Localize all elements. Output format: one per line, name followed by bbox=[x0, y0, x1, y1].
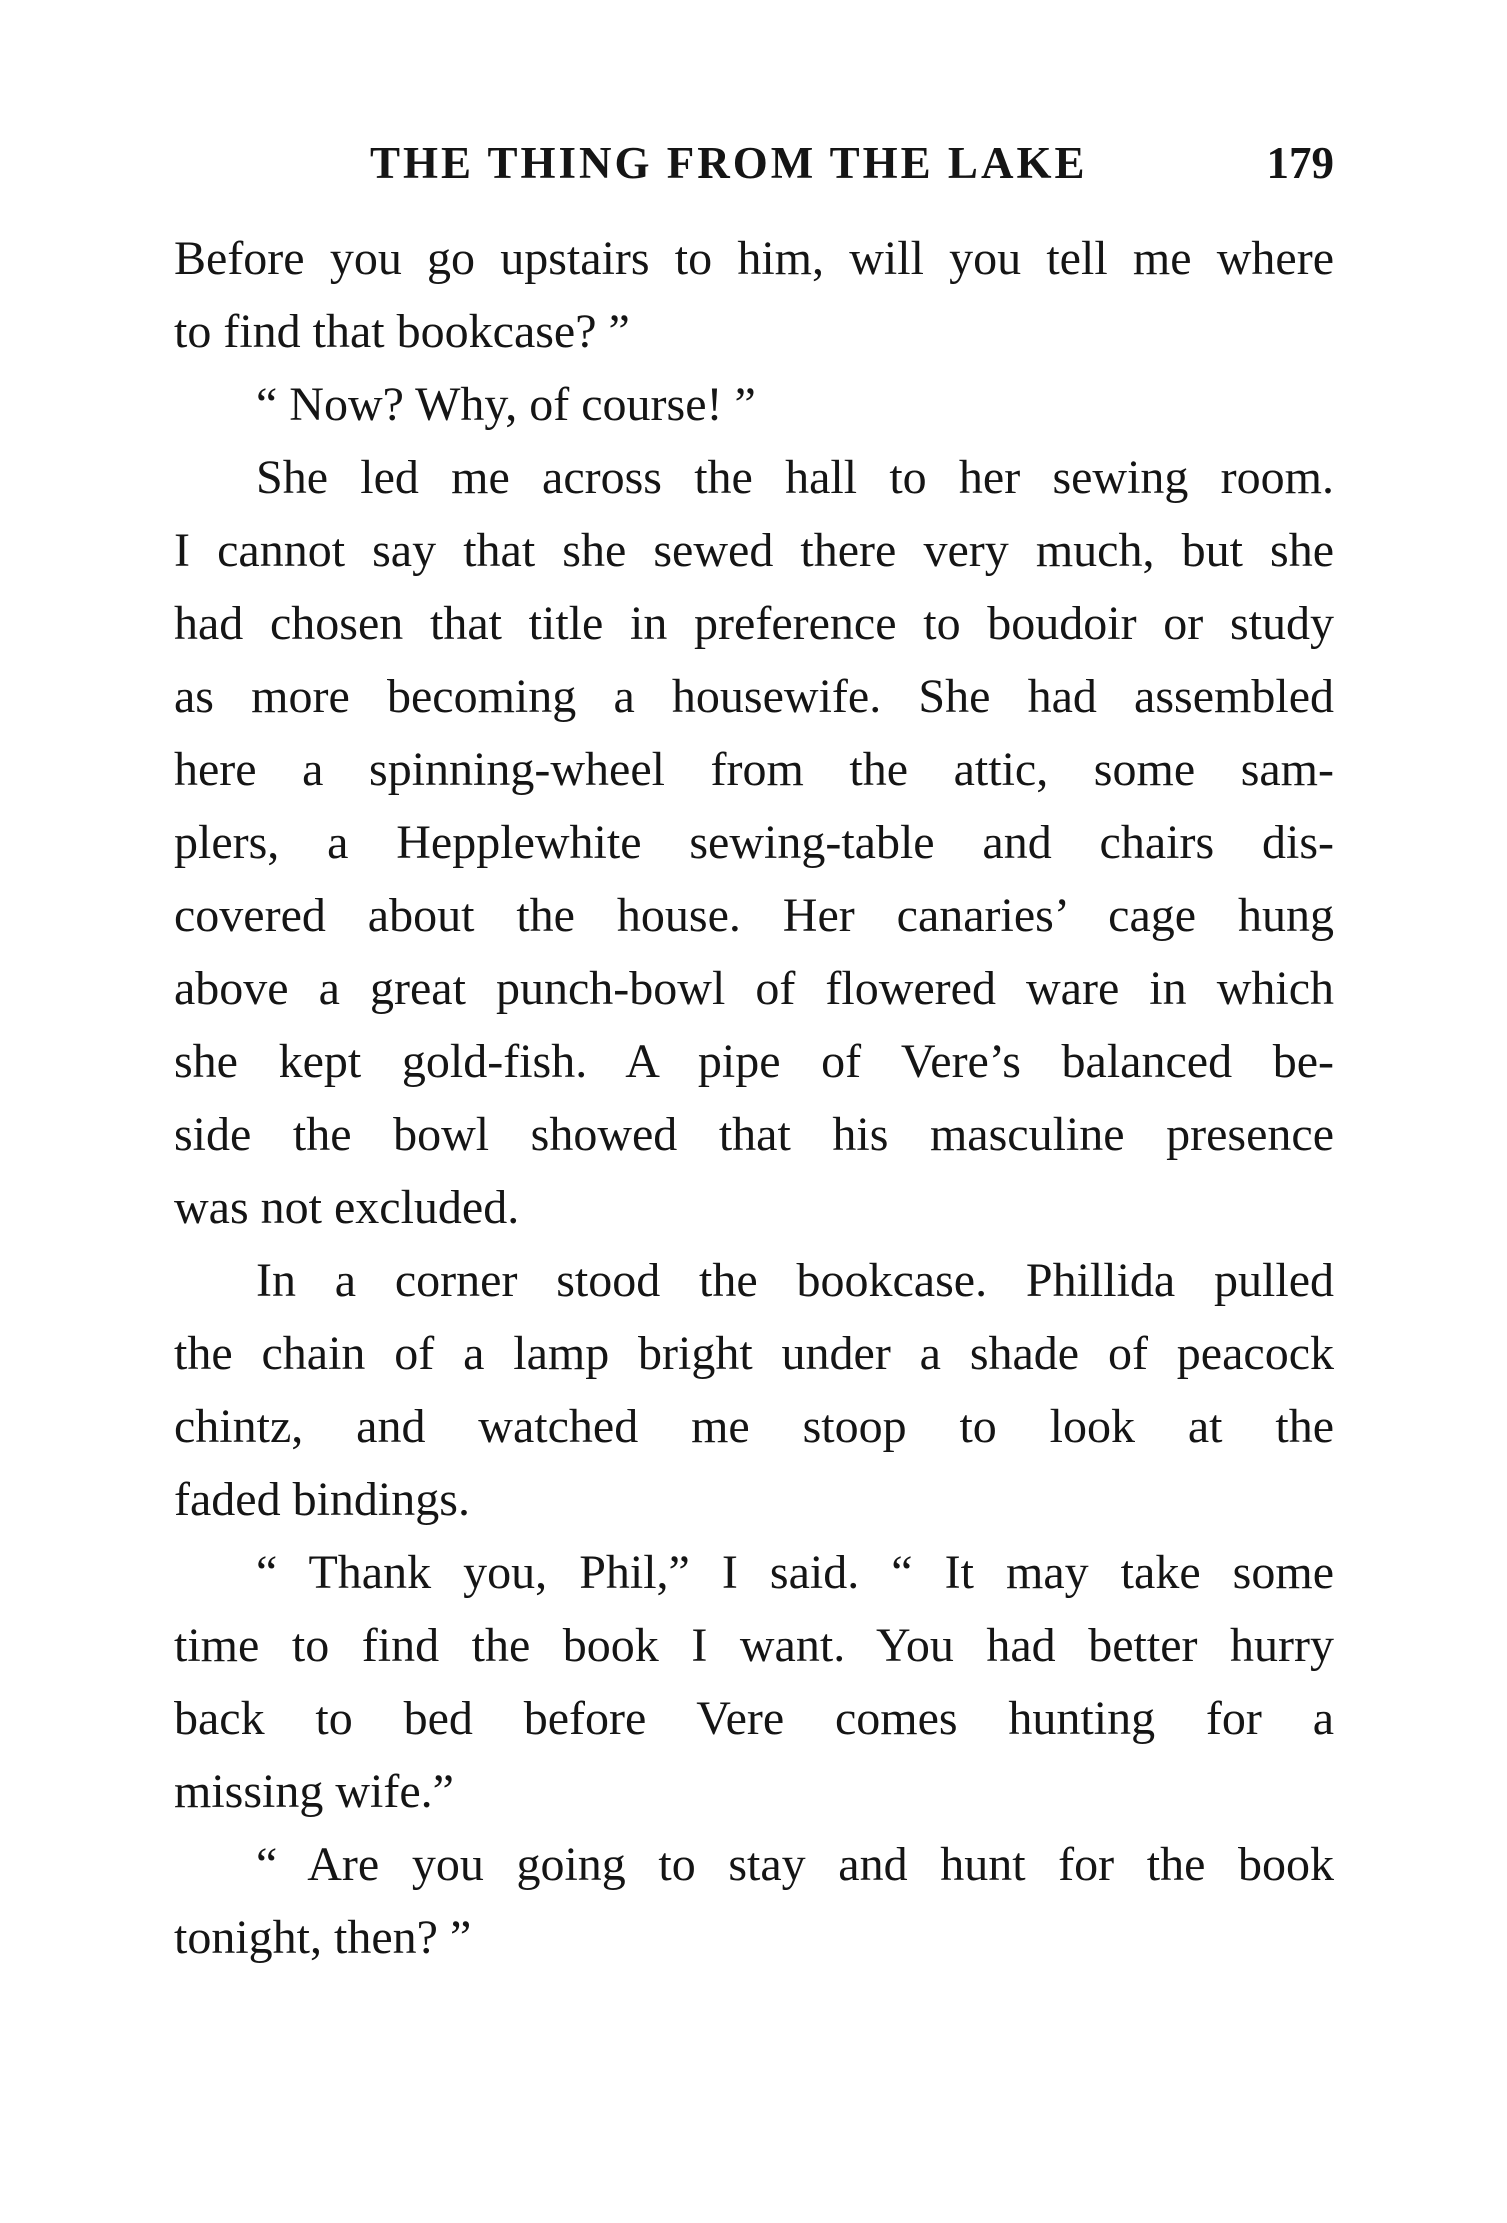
text-line: had chosen that title in preference to boudoir or study bbox=[174, 597, 1334, 650]
text-line: was not excluded. bbox=[174, 1181, 520, 1234]
text-line: covered about the house. Her canaries’ cage hung bbox=[174, 889, 1334, 942]
text-line: “ Now? Why, of course! ” bbox=[256, 378, 756, 431]
text-line: missing wife.” bbox=[174, 1765, 454, 1818]
text-line: plers, a Hepplewhite sewing-table and chairs dis- bbox=[174, 816, 1334, 869]
running-title: THE THING FROM THE LAKE bbox=[370, 138, 1088, 188]
text-line: as more becoming a housewife. She had assembled bbox=[174, 670, 1334, 723]
text-line: Before you go upstairs to him, will you tell me where bbox=[174, 232, 1334, 285]
text-line: above a great punch-bowl of flowered ware in which bbox=[174, 962, 1334, 1015]
text-line: In a corner stood the bookcase. Phillida pulled bbox=[256, 1254, 1334, 1307]
text-line: faded bindings. bbox=[174, 1473, 470, 1526]
text-line: to find that bookcase? ” bbox=[174, 305, 630, 358]
text-line: I cannot say that she sewed there very much, but she bbox=[174, 524, 1334, 577]
text-line: “ Are you going to stay and hunt for the book bbox=[256, 1838, 1334, 1891]
text-line: she kept gold-fish. A pipe of Vere’s balanced be- bbox=[174, 1035, 1334, 1088]
text-line: back to bed before Vere comes hunting for a bbox=[174, 1692, 1334, 1745]
page-number: 179 bbox=[1266, 138, 1334, 188]
text-line: time to find the book I want. You had better hurry bbox=[174, 1619, 1334, 1672]
text-line: chintz, and watched me stoop to look at the bbox=[174, 1400, 1334, 1453]
running-head bbox=[174, 128, 1334, 198]
text-line: tonight, then? ” bbox=[174, 1911, 472, 1964]
text-line: here a spinning-wheel from the attic, some sam- bbox=[174, 743, 1334, 796]
text-line: “ Thank you, Phil,” I said. “ It may take some bbox=[256, 1546, 1334, 1599]
body-text bbox=[174, 222, 1334, 1974]
text-line: side the bowl showed that his masculine presence bbox=[174, 1108, 1334, 1161]
text-line: She led me across the hall to her sewing room. bbox=[256, 451, 1334, 504]
text-line: the chain of a lamp bright under a shade of peacock bbox=[174, 1327, 1334, 1380]
